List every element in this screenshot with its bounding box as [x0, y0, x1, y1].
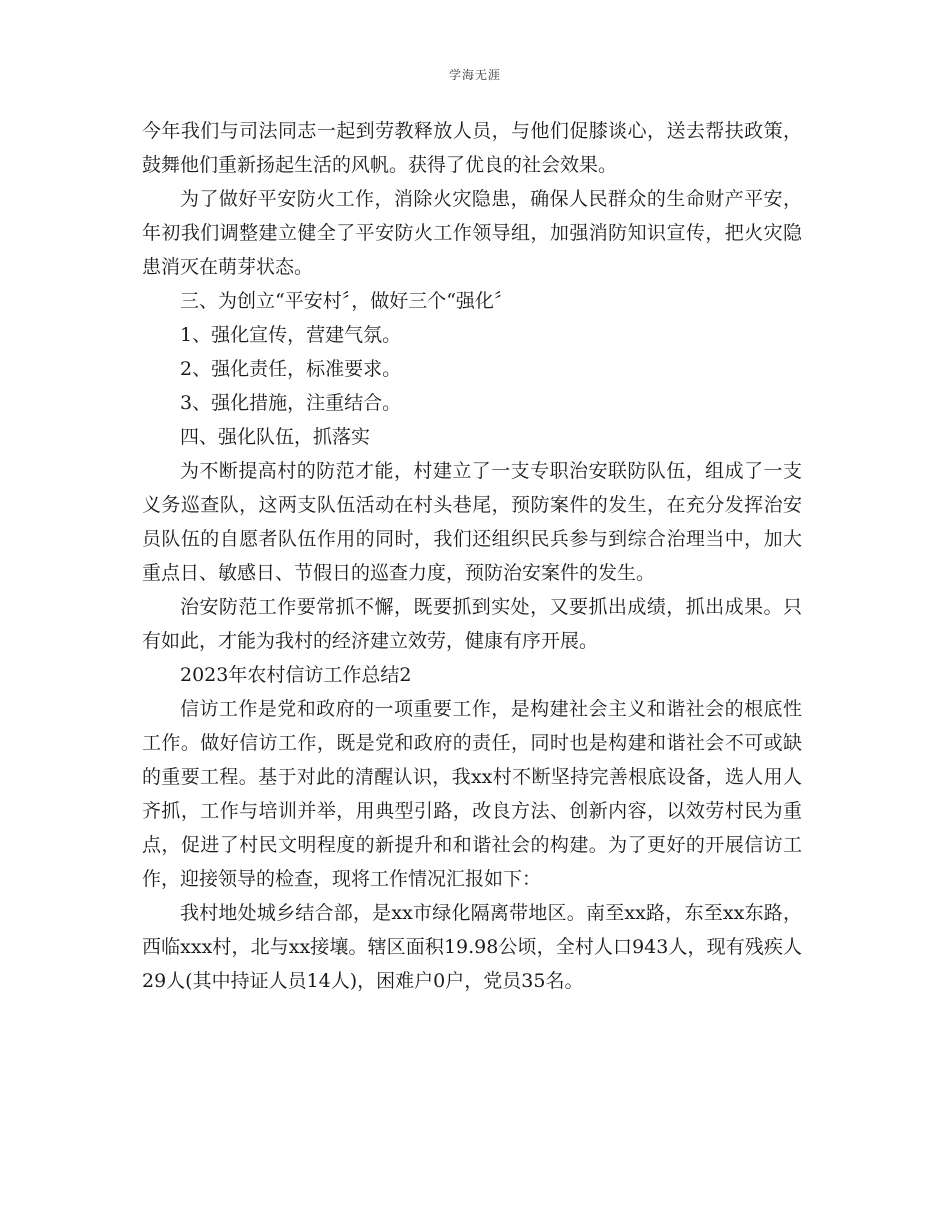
section-heading: 三、为创立“平安村〞，做好三个“强化〞 — [180, 290, 513, 312]
paragraph: 为不断提高村的防范才能，村建立了一支专职治安联防队伍，组成了一支义务巡查队，这两支队伍活动在村头巷尾，预防案件的发生，在充分发挥治安员队伍的自愿者队伍作用的同时，我们还组织民兵参与到综合治理当中，加大重点日、敏感日、节假日的巡查力度，预防治安案件的发生。 — [142, 460, 802, 584]
paragraph: 今年我们与司法同志一起到劳教释放人员，与他们促膝谈心，送去帮扶政策，鼓舞他们重新扬起生活的风帆。获得了优良的社会效果。 — [142, 120, 802, 176]
document-body — [142, 114, 802, 998]
list-item: 1、强化宣传，营建气氛。 — [180, 324, 402, 346]
document-title: 2023年农村信访工作总结2 — [180, 664, 412, 686]
paragraph: 治安防范工作要常抓不懈，既要抓到实处，又要抓出成绩，抓出成果。只有如此，才能为我村的经济建立效劳，健康有序开展。 — [142, 596, 802, 652]
paragraph: 我村地处城乡结合部，是xx市绿化隔离带地区。南至xx路，东至xx东路，西临xxx村，北与xx接壤。辖区面积19.98公顷，全村人口943人，现有残疾人29人(其中持证人员14人)，困难户0户，党员35名。 — [142, 902, 802, 992]
section-heading: 四、强化队伍，抓落实 — [180, 426, 371, 448]
list-item: 2、强化责任，标准要求。 — [180, 358, 402, 380]
list-item: 3、强化措施，注重结合。 — [180, 392, 402, 414]
paragraph: 信访工作是党和政府的一项重要工作，是构建社会主义和谐社会的根底性工作。做好信访工作，既是党和政府的责任，同时也是构建和谐社会不可或缺的重要工程。基于对此的清醒认识，我xx村不断坚持完善根底设备，选人用人齐抓，工作与培训并举，用典型引路，改良方法、创新内容，以效劳村民为重点，促进了村民文明程度的新提升和和谐社会的构建。为了更好的开展信访工作，迎接领导的检查，现将工作情况汇报如下： — [142, 698, 802, 890]
page-header: 学海无涯 — [448, 68, 501, 82]
paragraph: 为了做好平安防火工作，消除火灾隐患，确保人民群众的生命财产平安，年初我们调整建立健全了平安防火工作领导组，加强消防知识宣传，把火灾隐患消灭在萌芽状态。 — [142, 188, 802, 278]
